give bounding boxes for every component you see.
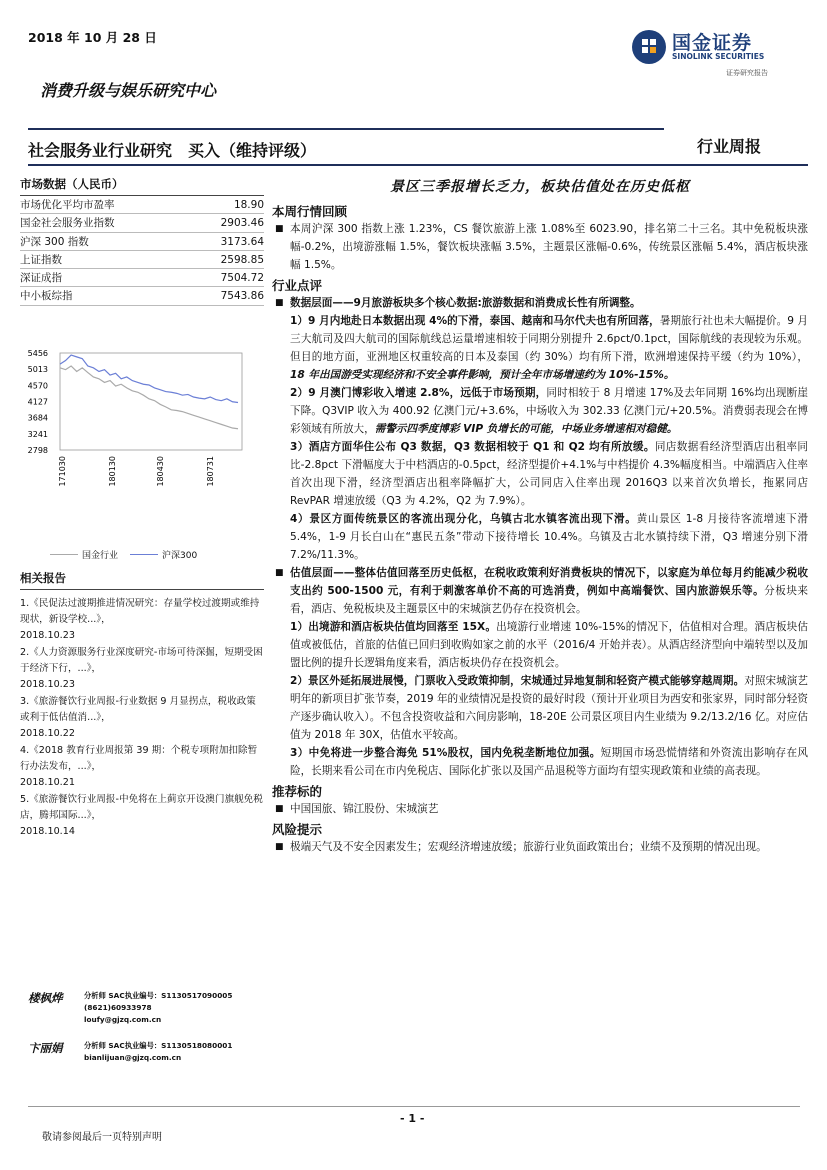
point-4 <box>272 510 808 564</box>
logo-sub: 证券研究报告 <box>726 69 768 77</box>
market-value: 7543.86 <box>220 290 264 303</box>
related-item[interactable] <box>20 596 264 644</box>
report-date: 2018 年 10 月 28 日 <box>28 30 157 45</box>
point-text: 同店数据看经济型酒店出租率同比-2.8pct 下滑幅度大于中档酒店的-0.5pct，经济型提价+4.1%与中档提价 4.3%幅度相当。中端酒店入住率首次出现下滑，经济型酒店出租率降幅扩大，公司同店入住率出现 2016Q3 以来首次负增长，拖累同店 RevPAR 增速放缓（Q3 为 4.2%，Q2 为 7.9%）。 <box>290 441 808 507</box>
y-tick-label: 5013 <box>27 365 48 375</box>
plot-area <box>60 353 242 450</box>
footer-rule <box>28 1106 800 1107</box>
analyst-name: 楼枫烨 <box>28 991 63 1005</box>
market-label: 上证指数 <box>20 253 62 266</box>
sinolink-logo <box>630 26 800 82</box>
logo-mark-icon <box>630 28 668 66</box>
main-content <box>272 176 808 856</box>
point-text: 对照宋城演艺明年的新项目扩张节奏，2019 年的业绩情况是投资的最好时段（预计开业项目为西安和张家界，同时部分轻资产逐步确认收入）。不包含投资收益和六间房影响，18-20E 公司景区项目内生业绩为 9.2/13.2/16 亿。对应估值为 2018 年 30X，估值水平较高。 <box>290 675 809 741</box>
bullet-text: 极端天气及不安全因素发生；宏观经济增速放缓；旅游行业负面政策出台；业绩不及预期的情况出现。 <box>290 841 767 853</box>
point-heading: 1）出境游和酒店板块估值均回落至 15X。 <box>290 621 497 633</box>
point-emph: 需警示四季度博彩 VIP 负增长的可能，中场业务增速相对稳健。 <box>374 423 678 435</box>
point-2 <box>272 384 808 438</box>
bullet-data: ■ 数据层面——9月旅游板块多个核心数据:旅游数据和消费成长性有所调整。 <box>272 294 808 312</box>
y-tick-label: 3684 <box>27 413 48 423</box>
section-risk: 风险提示 <box>272 822 323 837</box>
page-title: 社会服务业行业研究 买入（维持评级） <box>28 141 317 160</box>
analyst <box>28 990 264 1026</box>
related-item[interactable] <box>20 694 264 742</box>
market-value: 2598.85 <box>220 253 264 266</box>
analyst-sac: 分析师 SAC执业编号：S1130517090005 <box>84 991 233 1000</box>
related-item[interactable] <box>20 743 264 791</box>
x-tick-label: 171030 <box>58 456 67 487</box>
market-value: 7504.72 <box>220 272 264 285</box>
related-text[interactable]: 1.《民促法过渡期推进情况研究：存量学校过渡期或维持现状，新设学校...》， <box>20 598 260 625</box>
market-label: 市场优化平均市盈率 <box>20 199 115 211</box>
point-heading: 1）9 月内地赴日本数据出现 4%的下滑，泰国、越南和马尔代夫也有所回落， <box>290 315 660 327</box>
market-label: 深证成指 <box>20 272 62 285</box>
bullet-heading: 估值层面——整体估值回落至历史低枢，在税收政策利好消费板块的情况下，以家庭为单位每月约能减少税收支出约 500-1500 元，有利于刺激客单价不高的可选消费，例如中高端餐饮、国内旅游娱乐等。 <box>290 567 808 597</box>
market-row <box>20 251 264 269</box>
related-title: 相关报告 <box>20 570 264 590</box>
legend-label: 沪深300 <box>162 551 198 561</box>
analyst-phone: (8621)60933978 <box>84 1003 152 1012</box>
related-text[interactable]: 4.《2018 教育行业周报第 39 期：个税专项附加扣除暂行办法发布，...》， <box>20 745 258 772</box>
y-tick-label: 2798 <box>27 446 48 455</box>
market-row <box>20 233 264 251</box>
point-text: 同时相较于 8 月增速 17%及去年同期 16%均出现断崖下降。Q3VIP 收入为 400.92 亿澳门元/+3.6%，中场收入为 302.33 亿澳门元/+20.5%。消费弱表现会在博彩领域有所放大， <box>290 387 808 435</box>
market-label: 沪深 300 指数 <box>20 235 89 248</box>
section-recommend: 推荐标的 <box>272 784 323 799</box>
related-text[interactable]: 3.《旅游餐饮行业周报-行业数据 9 月显拐点，税收政策或利于低估值消...》， <box>20 696 256 723</box>
report-type: 行业周报 <box>697 137 762 156</box>
valuation-1 <box>272 618 808 672</box>
market-label: 中小板综指 <box>20 290 73 303</box>
related-item[interactable] <box>20 645 264 693</box>
market-row <box>20 287 264 305</box>
analyst-sac: 分析师 SAC执业编号：S1130518080001 <box>84 1041 233 1050</box>
point-1 <box>272 312 808 384</box>
headline: 景区三季报增长乏力，板块估值处在历史低枢 <box>390 179 690 195</box>
analyst-name: 卞丽娟 <box>28 1041 63 1055</box>
analysts <box>28 990 264 1078</box>
market-row <box>20 196 264 214</box>
point-text: 黄山景区 1-8 月接待客流增速下滑 5.4%，1-9 月长白山在“惠民五条”带动下接待增长 10.4%。乌镇及古北水镇持续下滑，Q3 增速分别下滑 7.2%/11.3%。 <box>290 513 808 561</box>
chart-legend <box>50 548 197 561</box>
market-value: 3173.64 <box>220 235 264 248</box>
legend-label: 国金行业 <box>82 551 119 561</box>
market-data <box>20 176 264 306</box>
market-rows <box>20 196 264 306</box>
y-tick-label: 3241 <box>27 429 48 439</box>
related-text[interactable]: 2.《人力资源服务行业深度研究-市场可待深掘，短期受困于经济下行，...》， <box>20 647 263 674</box>
point-3 <box>272 438 808 510</box>
point-heading: 4）景区方面传统景区的客流出现分化，乌镇古北水镇客流出现下滑。 <box>290 513 637 525</box>
section-industry-review: 行业点评 <box>272 278 323 293</box>
market-label: 国金社会服务业指数 <box>20 217 115 230</box>
market-row <box>20 269 264 287</box>
bullet-text: 本周沪深 300 指数上涨 1.23%，CS 餐饮旅游上涨 1.08%至 6023.90，排名第二十三名。其中免税板块涨幅-0.2%，出境游涨幅 1.5%，餐饮板块涨幅 3.5%，主题景区涨幅-0.6%，传统景区涨幅 5.4%，酒店板块涨幅 1.5%。 <box>290 223 808 271</box>
logo-en: SINOLINK SECURITIES <box>672 52 765 61</box>
related-date: 2018.10.21 <box>20 777 75 788</box>
point-heading: 2）景区外延拓展进展慢，门票收入受政策抑制，宋城通过异地复制和轻资产模式能够穿越周期。 <box>290 675 745 687</box>
bullet-recommend: ■ 中国国旅、锦江股份、宋城演艺 <box>272 800 808 818</box>
legend-item-industry <box>50 548 118 561</box>
related-item[interactable] <box>20 792 264 840</box>
related-date: 2018.10.23 <box>20 679 75 690</box>
point-heading: 3）酒店方面华住公布 Q3 数据，Q3 数据相较于 Q1 和 Q2 均有所放缓。 <box>290 441 655 453</box>
point-text: 出境游行业增速 10%-15%的情况下，估值相对合理。酒店板块估值或被低估，首旅的估值已回归到收购如家之前的水平（2016/4 开始并表）。从酒店经济型向中端转型以及加盟比例的提升长逻辑角度来看，酒店板块仍存在投资机会。 <box>290 621 809 669</box>
x-tick-label: 180130 <box>108 456 117 487</box>
point-text: 短期国市场恐慌情绪和外资流出影响存在风险，长期来看公司在市内免税店、国际化扩张以及国产品退税等方面均有望实现政策和业绩的高表现。 <box>290 747 808 777</box>
market-data-title: 市场数据（人民币） <box>20 176 264 196</box>
series-line-1 <box>60 355 238 402</box>
related-reports <box>20 570 264 841</box>
analyst <box>28 1040 264 1064</box>
bullet-weekly: ■ 本周沪深 300 指数上涨 1.23%，CS 餐饮旅游上涨 1.08%至 6023.90，排名第二十三名。其中免税板块涨幅-0.2%，出境游涨幅 1.5%，餐饮板块涨幅 3.5%，主题景区涨幅-0.6%，传统景区涨幅 5.4%，酒店板块涨幅 1.5%。 <box>272 220 808 274</box>
index-chart <box>20 345 264 545</box>
legend-item-hs300 <box>130 548 197 561</box>
y-tick-label: 5456 <box>27 349 48 358</box>
valuation-3 <box>272 744 808 780</box>
x-tick-label: 180430 <box>156 456 165 487</box>
y-tick-label: 4127 <box>27 397 48 407</box>
x-tick-label: 180731 <box>206 456 215 487</box>
y-tick-label: 4570 <box>27 381 48 391</box>
logo-name: 国金证券 <box>672 32 753 54</box>
market-value: 2903.46 <box>220 217 264 230</box>
research-center: 消费升级与娱乐研究中心 <box>40 81 217 100</box>
analyst-email[interactable]: bianlijuan@gjzq.com.cn <box>84 1053 182 1062</box>
point-heading: 2）9 月澳门博彩收入增速 2.8%，远低于市场预期， <box>290 387 547 399</box>
bullet-text: 中国国旅、锦江股份、宋城演艺 <box>290 803 439 815</box>
bullet-heading: 数据层面——9月旅游板块多个核心数据:旅游数据和消费成长性有所调整。 <box>290 297 641 309</box>
market-row <box>20 214 264 232</box>
market-value: 18.90 <box>233 199 264 211</box>
section-weekly-review: 本周行情回顾 <box>272 204 348 219</box>
point-heading: 3）中免将进一步整合海免 51%股权，国内免税垄断地位加强。 <box>290 747 601 759</box>
related-date: 2018.10.23 <box>20 630 75 641</box>
bullet-risk: ■ 极端天气及不安全因素发生；宏观经济增速放缓；旅游行业负面政策出台；业绩不及预期的情况出现。 <box>272 838 808 856</box>
title-rule <box>28 128 664 130</box>
bullet-text: 分板块来看，酒店、免税板块及主题景区中的宋城演艺仍存在投资机会。 <box>290 585 808 615</box>
point-text: 暑期旅行社也未大幅提价。9 月三大航司及四大航司的国际航线总运量增速相较于同期分别提升 2.6pct/0.1pct，国际航线的表现较为乐观。但目的地方面，亚洲地区权重较高的日本及泰国（约 30%）均有所下滑，欧洲增速保持平缓（约为 10%）， <box>290 315 808 363</box>
analyst-email[interactable]: loufy@gjzq.com.cn <box>84 1015 162 1024</box>
related-date: 2018.10.22 <box>20 728 75 739</box>
footer-notice: 敬请参阅最后一页特别声明 <box>42 1132 162 1143</box>
related-date: 2018.10.14 <box>20 826 75 837</box>
page-number: - 1 - <box>400 1112 425 1125</box>
bullet-valuation: ■ 估值层面——整体估值回落至历史低枢，在税收政策利好消费板块的情况下，以家庭为单位每月约能减少税收支出约 500-1500 元，有利于刺激客单价不高的可选消费，例如中高端餐饮、国内旅游娱乐等。分板块来看，酒店、免税板块及主题景区中的宋城演艺仍存在投资机会。 <box>275 567 808 615</box>
header-rule <box>28 164 808 166</box>
point-emph: 18 年出国游受实现经济和不安全事件影响，预计全年市场增速约为 10%-15%。 <box>290 369 675 381</box>
related-text[interactable]: 5.《旅游餐饮行业周报-中免将在上蓟京开设澳门旗舰免税店，腾邦国际...》， <box>20 794 263 821</box>
valuation-2 <box>272 672 808 744</box>
